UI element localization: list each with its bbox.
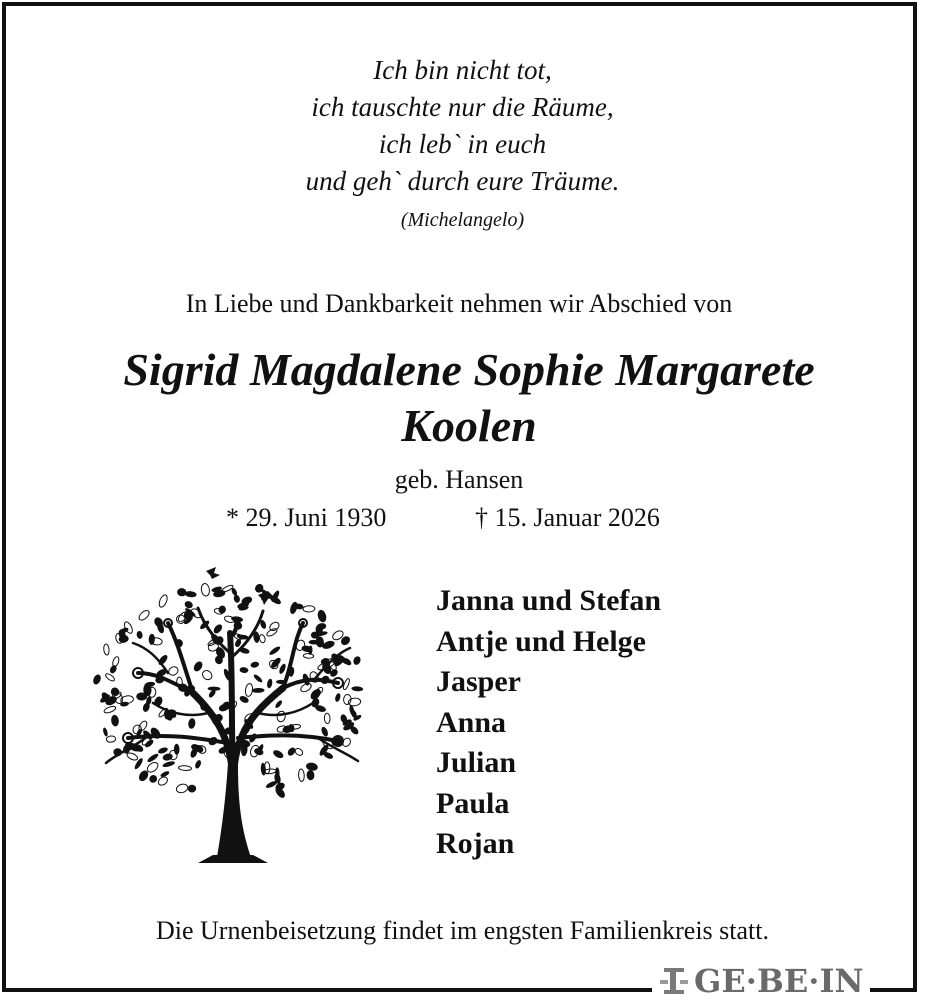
tree-leaf (239, 667, 248, 674)
mourner: Rojan (436, 827, 515, 860)
tree-leaf (106, 736, 116, 743)
tree-of-life-icon (88, 563, 373, 868)
publisher-logo-text: GE·BE·IN (694, 962, 864, 1000)
poem-line: ich leb` in euch (378, 129, 547, 159)
mourner: Paula (436, 786, 510, 820)
tree-leaf (157, 775, 169, 786)
mourners-list (436, 581, 661, 865)
tree-leaf (174, 744, 180, 755)
tree-leaf (352, 655, 362, 666)
tree-leaf (324, 713, 330, 724)
mourner: Julian (436, 746, 517, 779)
tree-leaf (146, 752, 159, 763)
tree-leaf (167, 665, 179, 677)
tree-leaf (339, 634, 352, 647)
tree-leaf (133, 757, 144, 770)
tree-leaf (266, 678, 273, 688)
poem (0, 52, 925, 200)
mourner: Anna (436, 705, 507, 739)
tree-leaf (200, 583, 210, 597)
publisher-logo (652, 962, 870, 1000)
mourner: Antje und Helge (436, 624, 646, 658)
tree-leaf (162, 753, 174, 762)
tree-leaf (92, 673, 103, 685)
tree-leaf (201, 669, 214, 682)
tree-leaf (276, 711, 286, 723)
poem-line: Ich bin nicht tot, (373, 55, 552, 85)
tree-leaf (250, 661, 260, 669)
tree-leaf (157, 746, 168, 754)
tree-leaf (316, 609, 327, 623)
mourner: Jasper (436, 665, 521, 698)
birth-name: geb. Hansen (394, 465, 524, 494)
tree-leaf (334, 692, 341, 702)
tree-leaf (111, 714, 120, 726)
tree-leaf (103, 705, 116, 714)
tree-leaf (294, 747, 304, 757)
tree-leaf (144, 738, 155, 748)
publisher-logo-icon (658, 966, 690, 996)
tree-leaf (264, 769, 276, 774)
tree-leaf (162, 760, 176, 768)
tree-leaf (268, 645, 281, 656)
tree-leaf (305, 762, 318, 772)
tree-leaf (148, 773, 159, 784)
tree-leaf (320, 726, 329, 738)
tree-leaf (272, 749, 285, 760)
tree-leaf (102, 727, 108, 737)
tree-leaf (112, 656, 121, 667)
tree-leaf (218, 605, 227, 614)
tree-leaf (306, 770, 315, 781)
tree-leaf (104, 672, 115, 682)
tree-leaf (298, 769, 304, 782)
intro-text: In Liebe und Dankbarkeit nehmen wir Abschied von (185, 289, 733, 318)
tree-leaf (178, 765, 191, 770)
surname: Koolen (401, 400, 537, 451)
tree-leaf (137, 609, 151, 622)
burial-note: Die Urnenbeisetzung findet im engsten Familienkreis statt. (155, 916, 770, 945)
tree-leaf (183, 600, 193, 610)
poem-line: ich tauschte nur die Räume, (311, 92, 614, 122)
tree-leaf (158, 594, 169, 609)
given-names: Sigrid Magdalene Sophie Margarete (123, 344, 815, 395)
tree-leaf (208, 686, 221, 690)
tree-leaf (351, 686, 363, 692)
tree-leaf (126, 752, 139, 762)
tree-leaf (266, 627, 278, 637)
tree-leaf (188, 718, 197, 730)
poem-line: und geh` durch eure Träume. (305, 166, 620, 196)
poem-source: (Michelangelo) (400, 209, 525, 231)
tree-leaf (233, 594, 241, 603)
tree-leaf (194, 759, 202, 769)
tree-leaf (278, 663, 287, 675)
tree-leaf (192, 660, 204, 673)
tree-leaf (109, 686, 121, 698)
tree-leaf (136, 630, 143, 639)
tree-leaf (274, 699, 283, 709)
tree-leaf (175, 783, 188, 794)
tree-leaf (187, 784, 196, 793)
birth-date: * 29. Juni 1930 (226, 503, 387, 532)
tree-leaf (303, 653, 313, 658)
tree-leaf (252, 688, 265, 693)
tree-leaf (348, 698, 361, 707)
tree-leaf (103, 644, 109, 655)
tree-leaf (253, 673, 264, 683)
tree-leaf (177, 588, 187, 597)
tree-leaf (303, 606, 315, 613)
death-date: † 15. Januar 2026 (475, 503, 660, 532)
tree-leaf (212, 623, 224, 635)
mourner: Janna und Stefan (436, 584, 662, 617)
deceased-name (0, 342, 925, 454)
tree-leaf (259, 634, 266, 643)
